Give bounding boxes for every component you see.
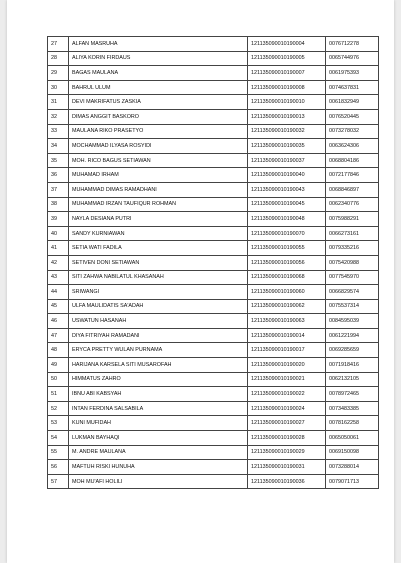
student-registration-number-cell: 121135090010190010 <box>248 95 326 110</box>
student-name-cell: IBNU ABI KABSYAH <box>69 387 248 402</box>
row-number-cell: 28 <box>48 51 69 66</box>
student-registration-number-cell: 121135090010190024 <box>248 401 326 416</box>
student-name-cell: ALFAN MASRUHA <box>69 37 248 52</box>
table-row <box>48 460 379 475</box>
table-row <box>48 153 379 168</box>
student-name-cell: KUNI MUFIDAH <box>69 416 248 431</box>
table-row <box>48 431 379 446</box>
student-name-cell: HARIJANA KARSELA SITI MUSAROFAH <box>69 358 248 373</box>
row-number-cell: 52 <box>48 401 69 416</box>
student-name-cell: MOH. RICO BAGUS SETIAWAN <box>69 153 248 168</box>
table-row <box>48 80 379 95</box>
row-number-cell: 57 <box>48 474 69 489</box>
table-row <box>48 372 379 387</box>
student-name-cell: DEVI MAKRIFATUS ZASKIA <box>69 95 248 110</box>
row-number-cell: 33 <box>48 124 69 139</box>
student-registration-number-cell: 121135090010190063 <box>248 314 326 329</box>
row-number-cell: 53 <box>48 416 69 431</box>
student-id-number-cell: 0073278032 <box>326 124 379 139</box>
student-id-number-cell: 0068804186 <box>326 153 379 168</box>
student-registration-number-cell: 121135090010190029 <box>248 445 326 460</box>
table-row <box>48 358 379 373</box>
table-row <box>48 109 379 124</box>
student-id-number-cell: 0076712278 <box>326 37 379 52</box>
table-row <box>48 285 379 300</box>
student-name-cell: NAYLA DESIANA PUTRI <box>69 212 248 227</box>
student-registration-number-cell: 121135090010190035 <box>248 139 326 154</box>
table-row <box>48 387 379 402</box>
student-table-body <box>48 37 379 489</box>
student-id-number-cell: 0069285659 <box>326 343 379 358</box>
student-id-number-cell: 0065050061 <box>326 431 379 446</box>
student-registration-number-cell: 121135090010190007 <box>248 66 326 81</box>
student-registration-number-cell: 121135090010190060 <box>248 285 326 300</box>
student-name-cell: ERYCA PRETTY WULAN PURNAMA <box>69 343 248 358</box>
row-number-cell: 35 <box>48 153 69 168</box>
row-number-cell: 40 <box>48 226 69 241</box>
student-name-cell: LUKMAN BAYHAQI <box>69 431 248 446</box>
table-row <box>48 51 379 66</box>
student-registration-number-cell: 121135090010190043 <box>248 182 326 197</box>
row-number-cell: 37 <box>48 182 69 197</box>
student-name-cell: SETIVEN DONI SETIAWAN <box>69 255 248 270</box>
student-registration-number-cell: 121135090010190027 <box>248 416 326 431</box>
student-registration-number-cell: 121135090010190055 <box>248 241 326 256</box>
table-row <box>48 124 379 139</box>
student-registration-number-cell: 121135090010190031 <box>248 460 326 475</box>
row-number-cell: 56 <box>48 460 69 475</box>
row-number-cell: 41 <box>48 241 69 256</box>
table-row <box>48 197 379 212</box>
row-number-cell: 32 <box>48 109 69 124</box>
row-number-cell: 38 <box>48 197 69 212</box>
student-registration-number-cell: 121135090010190062 <box>248 299 326 314</box>
row-number-cell: 55 <box>48 445 69 460</box>
row-number-cell: 43 <box>48 270 69 285</box>
student-name-cell: SITI ZAHWA NABILATUL KHASANAH <box>69 270 248 285</box>
student-name-cell: DIMAS ANGGIT BASKORO <box>69 109 248 124</box>
student-name-cell: MAULANA RIKO PRASETYO <box>69 124 248 139</box>
student-id-number-cell: 0061832949 <box>326 95 379 110</box>
student-id-number-cell: 0075420988 <box>326 255 379 270</box>
student-id-number-cell: 0062132105 <box>326 372 379 387</box>
table-row <box>48 226 379 241</box>
student-id-number-cell: 0061221994 <box>326 328 379 343</box>
student-id-number-cell: 0075988291 <box>326 212 379 227</box>
student-name-cell: INTAN FERDINA SALSABILA <box>69 401 248 416</box>
student-id-number-cell: 0068846897 <box>326 182 379 197</box>
row-number-cell: 42 <box>48 255 69 270</box>
student-name-cell: HIMMATUS ZAHRO <box>69 372 248 387</box>
row-number-cell: 50 <box>48 372 69 387</box>
student-id-number-cell: 0084595039 <box>326 314 379 329</box>
student-registration-number-cell: 121135090010190004 <box>248 37 326 52</box>
student-id-number-cell: 0062340776 <box>326 197 379 212</box>
student-id-number-cell: 0079071713 <box>326 474 379 489</box>
student-registration-number-cell: 121135090010190040 <box>248 168 326 183</box>
student-id-number-cell: 0069150098 <box>326 445 379 460</box>
student-name-cell: BAGAS MAULANA <box>69 66 248 81</box>
row-number-cell: 36 <box>48 168 69 183</box>
row-number-cell: 45 <box>48 299 69 314</box>
student-id-number-cell: 0071918416 <box>326 358 379 373</box>
row-number-cell: 44 <box>48 285 69 300</box>
row-number-cell: 39 <box>48 212 69 227</box>
table-row <box>48 314 379 329</box>
student-registration-number-cell: 121135090010190022 <box>248 387 326 402</box>
student-id-number-cell: 0072177846 <box>326 168 379 183</box>
student-registration-number-cell: 121135090010190020 <box>248 358 326 373</box>
student-name-cell: MUHAMAD IRHAM <box>69 168 248 183</box>
table-row <box>48 343 379 358</box>
row-number-cell: 34 <box>48 139 69 154</box>
student-registration-number-cell: 121135090010190008 <box>248 80 326 95</box>
student-registration-number-cell: 121135090010190056 <box>248 255 326 270</box>
student-registration-number-cell: 121135090010190070 <box>248 226 326 241</box>
student-registration-number-cell: 121135090010190032 <box>248 124 326 139</box>
table-row <box>48 95 379 110</box>
student-name-cell: DIYA FITRIYAH RAMADANI <box>69 328 248 343</box>
table-row <box>48 168 379 183</box>
student-name-cell: ULFA MAULIDATIS SA'ADAH <box>69 299 248 314</box>
student-id-number-cell: 0078162258 <box>326 416 379 431</box>
student-name-cell: MAFTUH RISKI HUNUHA <box>69 460 248 475</box>
row-number-cell: 29 <box>48 66 69 81</box>
row-number-cell: 48 <box>48 343 69 358</box>
table-row <box>48 241 379 256</box>
student-registration-number-cell: 121135090010190028 <box>248 431 326 446</box>
student-table <box>47 36 379 489</box>
student-registration-number-cell: 121135090010190037 <box>248 153 326 168</box>
row-number-cell: 31 <box>48 95 69 110</box>
student-name-cell: MOH MU'AFI HOLILI <box>69 474 248 489</box>
student-id-number-cell: 0079335216 <box>326 241 379 256</box>
student-name-cell: BAHRUL ULUM <box>69 80 248 95</box>
student-registration-number-cell: 121135090010190017 <box>248 343 326 358</box>
student-id-number-cell: 0078972465 <box>326 387 379 402</box>
student-registration-number-cell: 121135090010190036 <box>248 474 326 489</box>
table-row <box>48 270 379 285</box>
table-row <box>48 139 379 154</box>
row-number-cell: 47 <box>48 328 69 343</box>
student-registration-number-cell: 121135090010190013 <box>248 109 326 124</box>
student-id-number-cell: 0066829574 <box>326 285 379 300</box>
student-id-number-cell: 0075537314 <box>326 299 379 314</box>
student-id-number-cell: 0076520445 <box>326 109 379 124</box>
student-id-number-cell: 0077545970 <box>326 270 379 285</box>
table-row <box>48 66 379 81</box>
student-name-cell: M. ANDRE MAULANA <box>69 445 248 460</box>
student-registration-number-cell: 121135090010190048 <box>248 212 326 227</box>
row-number-cell: 46 <box>48 314 69 329</box>
row-number-cell: 30 <box>48 80 69 95</box>
table-row <box>48 37 379 52</box>
student-name-cell: MOCHAMMAD ILYASA ROSYIDI <box>69 139 248 154</box>
document-page <box>7 0 394 563</box>
student-registration-number-cell: 121135090010190045 <box>248 197 326 212</box>
student-name-cell: SRIWANGI <box>69 285 248 300</box>
table-row <box>48 416 379 431</box>
table-row <box>48 299 379 314</box>
student-name-cell: USWATUN HASANAH <box>69 314 248 329</box>
student-name-cell: MUHAMMAD IRZAN TAUFIQUR ROHMAN <box>69 197 248 212</box>
student-id-number-cell: 0073483385 <box>326 401 379 416</box>
student-registration-number-cell: 121135090010190014 <box>248 328 326 343</box>
student-name-cell: MUHAMMAD DIMAS RAMADHANI <box>69 182 248 197</box>
table-row <box>48 445 379 460</box>
student-id-number-cell: 0073288014 <box>326 460 379 475</box>
student-id-number-cell: 0074637831 <box>326 80 379 95</box>
student-name-cell: SETIA WATI FADILA <box>69 241 248 256</box>
student-registration-number-cell: 121135090010190021 <box>248 372 326 387</box>
student-registration-number-cell: 121135090010190068 <box>248 270 326 285</box>
table-row <box>48 328 379 343</box>
table-row <box>48 474 379 489</box>
row-number-cell: 49 <box>48 358 69 373</box>
student-name-cell: SANDY KURNIAWAN <box>69 226 248 241</box>
student-id-number-cell: 0066273161 <box>326 226 379 241</box>
table-row <box>48 255 379 270</box>
row-number-cell: 27 <box>48 37 69 52</box>
table-row <box>48 401 379 416</box>
table-row <box>48 212 379 227</box>
table-row <box>48 182 379 197</box>
row-number-cell: 51 <box>48 387 69 402</box>
student-id-number-cell: 0061975393 <box>326 66 379 81</box>
student-registration-number-cell: 121135090010190005 <box>248 51 326 66</box>
student-id-number-cell: 0063624306 <box>326 139 379 154</box>
student-name-cell: ALIYA KORIN FIRDAUS <box>69 51 248 66</box>
row-number-cell: 54 <box>48 431 69 446</box>
student-id-number-cell: 0065744976 <box>326 51 379 66</box>
